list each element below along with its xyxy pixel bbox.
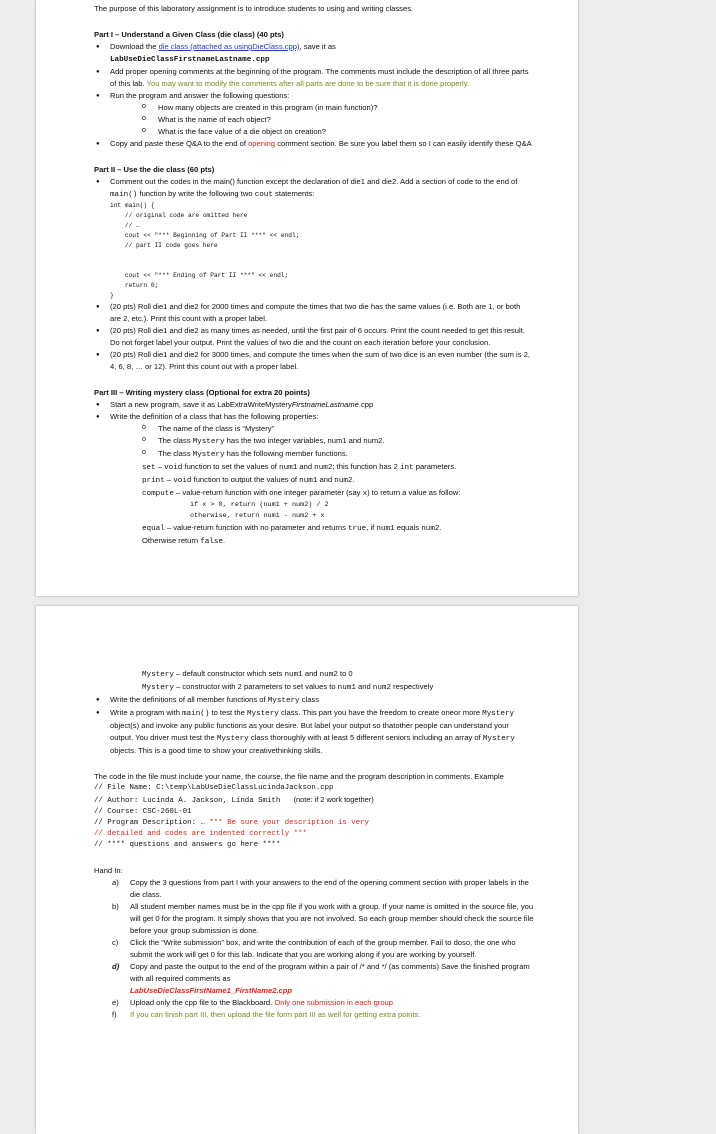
- item-label: e): [112, 998, 119, 1007]
- num1-code: num1: [284, 671, 303, 679]
- part1-list: [94, 41, 532, 150]
- hand-in-item-a: [112, 877, 534, 901]
- equal-code: equal: [142, 525, 165, 533]
- example-author-line: [94, 794, 534, 807]
- download-text: Download the: [110, 42, 159, 51]
- num1-code: num1: [337, 684, 356, 692]
- print-function-desc: print – void function to output the values of num1 and num2.: [142, 475, 355, 485]
- part2-comment-item: [94, 176, 532, 201]
- formula-line: if x > 0, return (num1 + num2) / 2: [190, 501, 329, 509]
- period: .: [439, 523, 442, 532]
- num2-code: num2: [334, 477, 353, 485]
- prop-text-end: has the following member functions.: [224, 449, 348, 458]
- item-text: All student member names must be in the cpp file if you work with a group. If your name is omitted in the source file, you will get 0 for the program. It simply shows that you are not involved. So each group member should check the source file before your group submission is done.: [130, 902, 534, 935]
- part3-start-item: [94, 399, 532, 411]
- part2-list: [94, 176, 532, 201]
- property-item: [142, 435, 532, 448]
- print-code: print: [142, 477, 165, 485]
- code-line: [110, 261, 532, 271]
- hand-in-item-e: [112, 997, 534, 1009]
- code-line: // part II code goes here: [110, 242, 218, 249]
- set-text-c: parameters.: [413, 462, 457, 471]
- code-line: [110, 251, 532, 261]
- compute-formula: [142, 500, 532, 522]
- code-line: }: [110, 292, 114, 299]
- constructors: [94, 668, 534, 694]
- intro-text: The purpose of this laboratory assignment is to introduce students to using and writing classes.: [94, 4, 414, 13]
- item-text: Copy the 3 questions from part I with your answers to the end of the opening comment section with proper labels in the die class.: [130, 878, 529, 899]
- prop-text-end: has the two integer variables, num1 and num2.: [224, 436, 385, 445]
- die-class-link[interactable]: die class (attached as usingDieClass.cpp): [158, 42, 300, 51]
- period: .: [223, 536, 226, 545]
- item-label: a): [112, 878, 119, 887]
- part2-task-item: ● (20 pts) Roll die1 and die2 for 2000 times and compute the times that two die has the same values (i.e. Both are 1, or both are 2, etc.). Print this count with a proper label.: [94, 301, 532, 325]
- page-1-content: [94, 3, 532, 548]
- question-item: o What is the face value of a die object on creation?: [142, 126, 532, 138]
- example-desc-line: [94, 818, 534, 829]
- code-line: // original code are omitted here: [110, 212, 248, 219]
- and-text: and: [302, 669, 320, 678]
- false-code: false: [200, 538, 224, 546]
- item-label: b): [112, 902, 119, 911]
- default-constructor-desc: [142, 668, 534, 681]
- define-text: Write the definition of a class that has the following properties:: [110, 412, 319, 421]
- file-requirements: The code in the file must include your name, the course, the file name and the program description in comments. Example: [94, 772, 504, 781]
- prog-text: objects. This is a good time to show your creativethinking skills.: [110, 746, 323, 755]
- comments-text: Add proper opening comments at the beginning of the program. The comments must include the description of all three parts of this lab.: [110, 67, 529, 88]
- member-functions: [94, 461, 532, 548]
- and-text: and: [355, 682, 373, 691]
- ctor-text: – default constructor which sets: [173, 669, 285, 678]
- period: .: [352, 475, 355, 484]
- page2-list: [94, 694, 534, 757]
- comments-note: You may want to modify the comments after all parts are done to be sure that it is done properly.: [146, 79, 470, 88]
- equal-function-desc: [142, 522, 532, 535]
- void-code: void: [164, 464, 183, 472]
- property-item: o The name of the class is “Mystery”: [142, 423, 532, 435]
- mystery-code: Mystery: [142, 671, 174, 679]
- part2-text-a: Comment out the codes in the main() function except the declaration of die1 and die2. Add a section of code to the end of: [110, 177, 518, 186]
- part3-list: [94, 399, 532, 461]
- example-desc-red: *** Be sure your description is very: [209, 819, 369, 827]
- def-text: Write the definitions of all member functions of: [110, 695, 268, 704]
- code-line: return 0;: [110, 282, 159, 289]
- part2-task-item: ● (20 pts) Roll die1 and die2 as many times as needed, until the first pair of 6 occurs. Print the count needed to get this result. Do not forget label your output. Print the values of two die and the count on each iteration before your conclusion.: [94, 325, 532, 349]
- prog-text: Write a program with: [110, 708, 183, 717]
- and-text: and: [297, 462, 315, 471]
- and-text: and: [317, 475, 335, 484]
- start-text: Start a new program, save it as LabExtraWriteMystery: [110, 400, 292, 409]
- true-code: true: [348, 525, 367, 533]
- param-constructor-desc: [142, 681, 534, 694]
- start-italic: FirstnameLastname: [291, 400, 359, 409]
- item-label: f): [112, 1010, 117, 1019]
- example-line: // File Name: C:\temp\LabUseDieClassLucindaJackson.cpp: [94, 784, 334, 792]
- def-text-end: class: [299, 695, 320, 704]
- num1-code: num1: [279, 464, 298, 472]
- example-author: // Author: Lucinda A. Jackson, Linda Smith: [94, 797, 281, 805]
- example-line: // **** questions and answers go here ****: [94, 841, 281, 849]
- compute-code: compute: [142, 490, 174, 498]
- part1-run-item: [94, 90, 532, 138]
- example-line-red: // detailed and codes are indented correctly ***: [94, 830, 307, 838]
- prog-text: object(s) and invoke any public functions as your desire. But label your output so thatother people can understand your output. You driver must test the: [110, 721, 509, 742]
- hand-in-heading: Hand In:: [94, 866, 123, 875]
- part2-tasks-list: [94, 301, 532, 373]
- part1-heading: Part I – Understand a Given Class (die class) (40 pts): [94, 30, 284, 39]
- prop-text: The class: [158, 449, 193, 458]
- cout-code: cout: [254, 191, 273, 199]
- example-header-comment: [94, 783, 534, 851]
- x-code: x: [362, 490, 368, 498]
- copy-red-text: opening: [248, 139, 276, 148]
- mystery-code: Mystery: [192, 451, 225, 459]
- mystery-code: Mystery: [192, 438, 225, 446]
- set-text-b: ; this function has 2: [332, 462, 400, 471]
- part3-define-item: [94, 411, 532, 461]
- part3-heading: Part III – Writing mystery class (Optional for extra 20 points): [94, 388, 310, 397]
- hand-in-item-d: [112, 961, 534, 997]
- item-label: c): [112, 938, 119, 947]
- mystery-code: Mystery: [246, 710, 279, 718]
- set-text: function to set the values of: [182, 462, 280, 471]
- equal-text-b: , if: [366, 523, 377, 532]
- part1-download-item: [94, 41, 532, 66]
- question-item: o What is the name of each object?: [142, 114, 532, 126]
- prog-text: class. This part you have the freedom to create oneor more: [278, 708, 483, 717]
- part1-copy-item: [94, 138, 532, 150]
- set-function-desc: set – void function to set the values of num1 and num2; this function has 2 int parameters.: [142, 462, 457, 472]
- property-item: [142, 448, 532, 461]
- print-text: function to output the values of: [191, 475, 300, 484]
- void-code: void: [173, 477, 192, 485]
- save-filename: LabUseDieClassFirstnameLastname.cpp: [110, 56, 270, 64]
- formula-line: otherwise, return num1 - num2 + x: [190, 512, 325, 520]
- hand-in-item-b: [112, 901, 534, 937]
- mystery-code: Mystery: [142, 684, 174, 692]
- compute-function-desc: [142, 487, 532, 500]
- start-ext: .cpp: [358, 400, 374, 409]
- main-code: main(): [182, 710, 210, 718]
- code-line: cout << "*** Beginning of Part II ***" << endl;: [110, 232, 300, 239]
- mystery-code: Mystery: [482, 735, 515, 743]
- hand-in-list: [94, 877, 534, 1021]
- example-desc: // Program Description: …: [94, 819, 210, 827]
- compute-text-b: ) to return a value as follow:: [367, 488, 461, 497]
- document-page-2: [36, 606, 578, 1134]
- page-2-content: [94, 668, 534, 1021]
- part2-text-b: function by write the following two: [137, 189, 255, 198]
- copy-text-end: comment section. Be sure you label them so I can easily identify these Q&A: [275, 139, 532, 148]
- mystery-code: Mystery: [267, 697, 300, 705]
- copy-text: Copy and paste these Q&A to the end of: [110, 139, 249, 148]
- num1-code: num1: [299, 477, 318, 485]
- item-text: If you can finish part III, then upload the file form part III as well for getting extra points.: [130, 1010, 421, 1019]
- otherwise-desc: [142, 535, 532, 548]
- item-text-red: Only one submission in each group.: [274, 998, 396, 1007]
- item-text: Copy and paste the output to the end of the program within a pair of /* and */ (as comments) Save the finished program with all required comments as: [130, 962, 530, 983]
- properties-list: [110, 423, 532, 461]
- example-line: // Course: CSC-260L-01: [94, 808, 192, 816]
- code-line: int main() {: [110, 202, 155, 209]
- equals-text: equals: [394, 523, 422, 532]
- int-code: int: [399, 464, 414, 472]
- run-text: Run the program and answer the following questions:: [110, 91, 290, 100]
- part2-text-c: statements:: [272, 189, 315, 198]
- prop-text: The class: [158, 436, 193, 445]
- hand-in-item-f: [112, 1009, 534, 1021]
- item-label: d): [112, 962, 120, 971]
- part2-heading: Part II – Use the die class (60 pts): [94, 165, 215, 174]
- program-item: [94, 707, 534, 757]
- item-text: Upload only the cpp file to the Blackboard.: [130, 998, 275, 1007]
- compute-text: – value-return function with one integer parameter (say: [173, 488, 363, 497]
- prog-text: to test the: [209, 708, 247, 717]
- prog-text: class thoroughly with at least 5 different seniors including an array of: [248, 733, 483, 742]
- questions-list: [110, 102, 532, 138]
- question-item: o How many objects are created in this program (in main function)?: [142, 102, 532, 114]
- author-note: (note: if 2 work together): [293, 795, 374, 804]
- download-text-end: , save it as: [299, 42, 336, 51]
- definitions-item: [94, 694, 534, 707]
- item-text: Click the “Write submission” box, and write the contribution of each of the group member. Fail to doso, the one who submit the work will get 0 for this lab. Indicate that you are working along if you are working by yourself.: [130, 938, 516, 959]
- num2-code: num2: [372, 684, 392, 692]
- ctor-text-end: to 0: [337, 669, 353, 678]
- num1-code: num1: [376, 525, 395, 533]
- mystery-code: Mystery: [216, 735, 249, 743]
- part2-code-block: [94, 201, 532, 301]
- hand-in-item-c: [112, 937, 534, 961]
- ctor-text: – constructor with 2 parameters to set values to: [173, 682, 338, 691]
- otherwise-text: Otherwise return: [142, 536, 201, 545]
- mystery-code: Mystery: [482, 710, 515, 718]
- code-line: // …: [110, 222, 140, 229]
- final-filename: LabUseDieClassFirstName1_FirstName2.cpp: [130, 986, 293, 995]
- main-code: main(): [110, 191, 138, 199]
- part1-comments-item: [94, 66, 532, 90]
- set-code: set: [142, 464, 156, 472]
- num2-code: num2: [421, 525, 440, 533]
- part2-task-item: ● (20 pts) Roll die1 and die2 for 3000 times, and compute the times when the sum of two dice is an even number (the sum is 2, 4, 6, 8, … or 12). Print this count out with a proper label.: [94, 349, 532, 373]
- equal-text: – value-return function with no parameter and returns: [164, 523, 348, 532]
- num2-code: num2: [314, 464, 333, 472]
- document-page-1: [36, 0, 578, 596]
- num2-code: num2: [319, 671, 338, 679]
- code-line: cout << "*** Ending of Part II ***" << endl;: [110, 272, 289, 279]
- ctor-text-end: respectively: [391, 682, 434, 691]
